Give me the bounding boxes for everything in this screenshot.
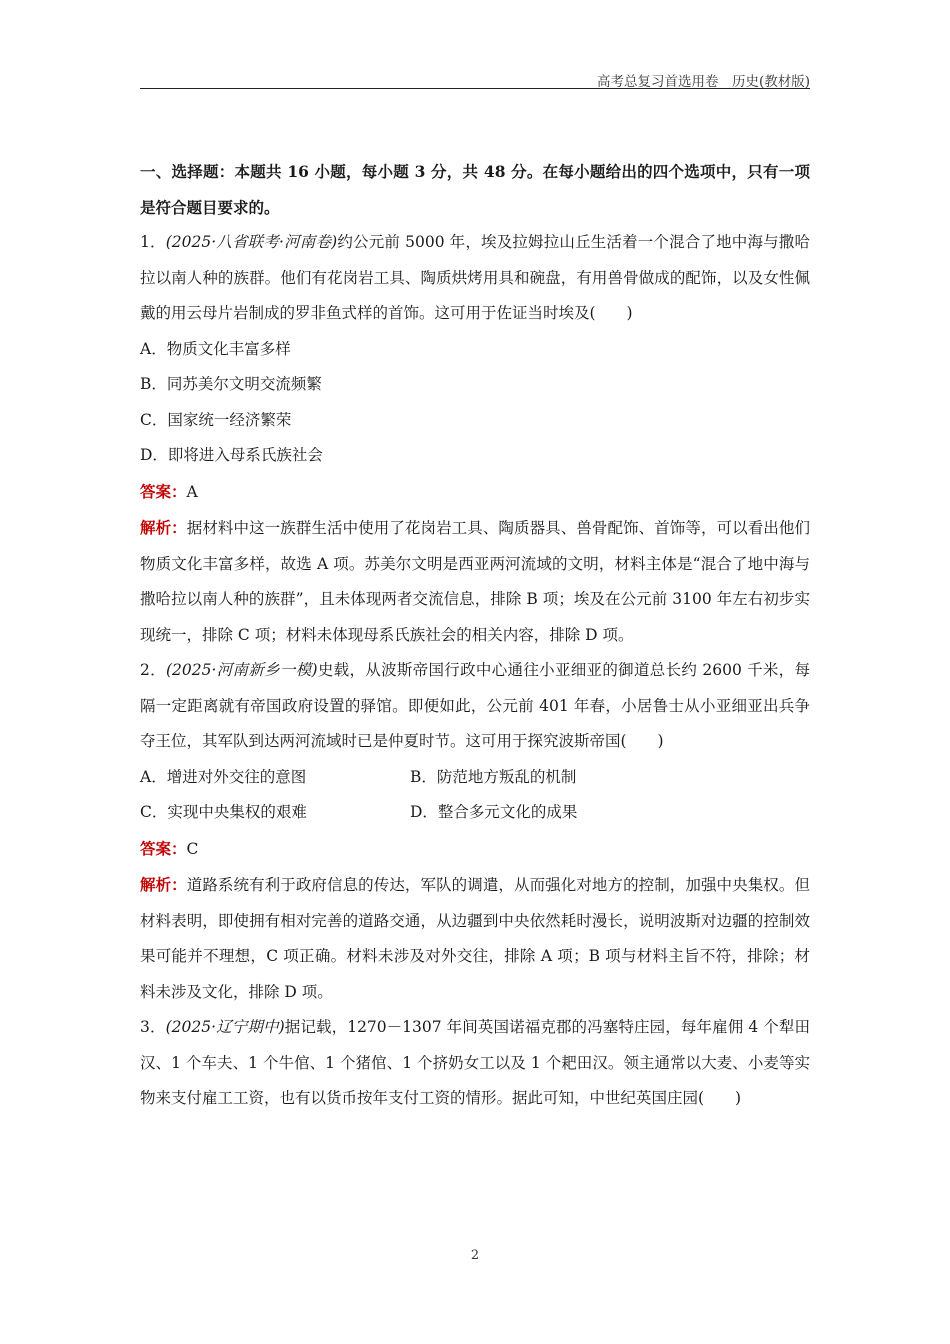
question-number: 3．: [140, 1018, 166, 1036]
analysis-paragraph: [140, 510, 810, 653]
analysis-text: 据材料中这一族群生活中使用了花岗岩工具、陶质器具、兽骨配饰、首饰等，可以看出他们物质文化丰富多样，故选 A 项。苏美尔文明是西亚两河流域的文明，材料主体是“混合了地中海与撒哈拉以南人种的族群”，且未体现两者交流信息，排除 B 项；埃及在公元前 3100 年左右初步实现统一，排除 C 项；材料未体现母系氏族社会的相关内容，排除 D 项。: [140, 519, 810, 644]
header-rule: [140, 88, 810, 89]
question-source: (2025·河南新乡一模): [165, 661, 318, 679]
analysis-paragraph: [140, 867, 810, 1010]
answer-value: C: [186, 839, 199, 858]
option-c: C．实现中央集权的艰难: [140, 803, 307, 821]
answer-line: [140, 831, 810, 868]
options-row-2: [140, 795, 810, 831]
question-stem: [140, 225, 810, 332]
question-source: (2025·辽宁期中): [165, 1018, 285, 1036]
answer-line: [140, 474, 810, 511]
question-text: 约公元前 5000 年，埃及拉姆拉山丘生活着一个混合了地中海与撒哈拉以南人种的族群。他们有花岗岩工具、陶质烘烤用具和碗盘，有用兽骨做成的配饰，以及女性佩戴的用云母片岩制成的罗非鱼式样的首饰。这可用于佐证当时埃及( ): [140, 233, 810, 322]
option-c: C．国家统一经济繁荣: [140, 410, 292, 429]
option-b: B．防范地方叛乱的机制: [410, 767, 577, 786]
option-a: A．物质文化丰富多样: [140, 339, 291, 358]
question-3: [140, 1010, 810, 1117]
answer-value: A: [186, 482, 198, 501]
running-header: 高考总复习首选用卷 历史(教材版): [596, 74, 810, 90]
page-content: [140, 154, 810, 1117]
analysis-label: 解析：: [140, 518, 187, 537]
question-1: [140, 225, 810, 653]
analysis-text: 道路系统有利于政府信息的传达，军队的调遣，从而强化对地方的控制，加强中央集权。但材料表明，即使拥有相对完善的道路交通，从边疆到中央依然耗时漫长，说明波斯对边疆的控制效果可能并不理想，C 项正确。材料未涉及对外交往，排除 A 项；B 项与材料主旨不符，排除；材料未涉及文化，排除 D 项。: [140, 876, 810, 1001]
option-d: D．即将进入母系氏族社会: [140, 446, 323, 464]
question-text: 据记载，1270－1307 年间英国诺福克郡的冯塞特庄园，每年雇佣 4 个犁田汉、1 个车夫、1 个牛倌、1 个猪倌、1 个挤奶女工以及 1 个耙田汉。领主通常以大麦、小麦等实物来支付雇工工资，也有以货币按年支付工资的情形。据此可知，中世纪英国庄园( ): [140, 1018, 810, 1107]
question-source: (2025·八省联考·河南卷): [165, 233, 338, 251]
page-number: 2: [470, 1248, 480, 1263]
answer-label: 答案：: [140, 838, 187, 858]
option-a: A．增进对外交往的意图: [140, 767, 307, 786]
question-text: 史载，从波斯帝国行政中心通往小亚细亚的御道总长约 2600 千米，每隔一定距离就有帝国政府设置的驿馆。即便如此，公元前 401 年春，小居鲁士从小亚细亚出兵争夺王位，其军队到达两河流域时已是仲夏时节。这可用于探究波斯帝国( ): [140, 661, 810, 750]
question-stem: [140, 1010, 810, 1117]
question-number: 1．: [140, 233, 166, 251]
option-d: D．整合多元文化的成果: [410, 803, 578, 821]
question-number: 2．: [140, 661, 166, 679]
section-title: 一、选择题：本题共 16 小题，每小题 3 分，共 48 分。在每小题给出的四个选项中，只有一项是符合题目要求的。: [140, 162, 810, 217]
question-2: [140, 653, 810, 1010]
analysis-label: 解析：: [140, 875, 187, 894]
question-stem: [140, 653, 810, 760]
options-row-1: [140, 760, 810, 796]
option-b: B．同苏美尔文明交流频繁: [140, 375, 322, 393]
answer-label: 答案：: [140, 481, 187, 501]
